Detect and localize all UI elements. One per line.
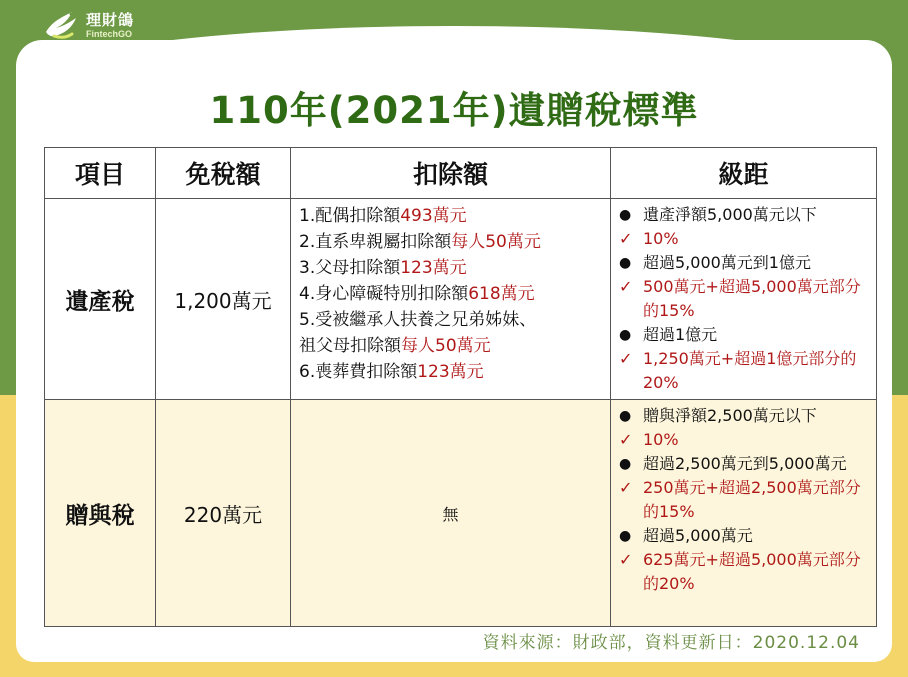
deduction-item: 3.父母扣除額123萬元 <box>299 258 467 278</box>
header-deduction: 扣除額 <box>291 148 611 199</box>
bracket-item: ✓ 10% <box>619 428 872 452</box>
bracket-item: ● 遺產淨額5,000萬元以下 <box>619 203 872 227</box>
estate-category: 遺產稅 <box>45 199 156 400</box>
bullet-icon: ● <box>619 456 632 472</box>
bullet-icon: ● <box>619 207 632 223</box>
bracket-item: ● 超過1億元 <box>619 323 872 347</box>
bracket-item: ✓ 250萬元+超過2,500萬元部分的15% <box>619 476 872 524</box>
deduction-item: 4.身心障礙特別扣除額618萬元 <box>299 284 535 304</box>
logo-subname: FintechGO <box>86 29 133 39</box>
bracket-item: ✓ 1,250萬元+超過1億元部分的20% <box>619 347 872 395</box>
card-arch <box>16 26 892 86</box>
check-icon: ✓ <box>619 550 633 569</box>
header-brackets: 級距 <box>611 148 877 199</box>
bracket-item: ● 贈與淨額2,500萬元以下 <box>619 404 872 428</box>
estate-brackets <box>611 199 877 400</box>
bracket-item: ● 超過5,000萬元到1億元 <box>619 251 872 275</box>
check-icon: ✓ <box>619 478 633 497</box>
page-title: 110年(2021年)遺贈稅標準 <box>209 89 699 132</box>
bullet-icon: ● <box>619 408 632 424</box>
bullet-icon: ● <box>619 327 632 343</box>
dove-logo-icon <box>42 8 82 44</box>
deduction-item: 5.受被繼承人扶養之兄弟姊妹、 <box>299 310 537 330</box>
table-header-row <box>45 148 877 199</box>
tax-table <box>44 147 877 627</box>
gift-deduction: 無 <box>291 400 611 627</box>
estate-exemption: 1,200萬元 <box>156 199 291 400</box>
estate-deductions <box>291 199 611 400</box>
check-icon: ✓ <box>619 349 633 368</box>
source-note: 資料來源：財政部，資料更新日：2020.12.04 <box>482 633 860 653</box>
bracket-item: ✓ 500萬元+超過5,000萬元部分的15% <box>619 275 872 323</box>
gift-tax-row <box>45 400 877 627</box>
bracket-item: ✓ 10% <box>619 227 872 251</box>
deduction-item: 祖父母扣除額每人50萬元 <box>299 336 491 356</box>
header-exemption: 免稅額 <box>156 148 291 199</box>
gift-category: 贈與稅 <box>45 400 156 627</box>
bullet-icon: ● <box>619 528 632 544</box>
deduction-item: 2.直系卑親屬扣除額每人50萬元 <box>299 232 541 252</box>
bracket-item: ● 超過2,500萬元到5,000萬元 <box>619 452 872 476</box>
gift-exemption: 220萬元 <box>156 400 291 627</box>
deduction-item: 6.喪葬費扣除額123萬元 <box>299 362 484 382</box>
bracket-item: ✓ 625萬元+超過5,000萬元部分的20% <box>619 548 872 596</box>
header-item: 項目 <box>45 148 156 199</box>
bracket-item: ● 超過5,000萬元 <box>619 524 872 548</box>
gift-brackets <box>611 400 877 627</box>
check-icon: ✓ <box>619 277 633 296</box>
bullet-icon: ● <box>619 255 632 271</box>
deduction-item: 1.配偶扣除額493萬元 <box>299 206 467 226</box>
check-icon: ✓ <box>619 229 633 248</box>
logo-name: 理財鴿 <box>86 11 135 29</box>
check-icon: ✓ <box>619 430 633 449</box>
estate-tax-row <box>45 199 877 400</box>
